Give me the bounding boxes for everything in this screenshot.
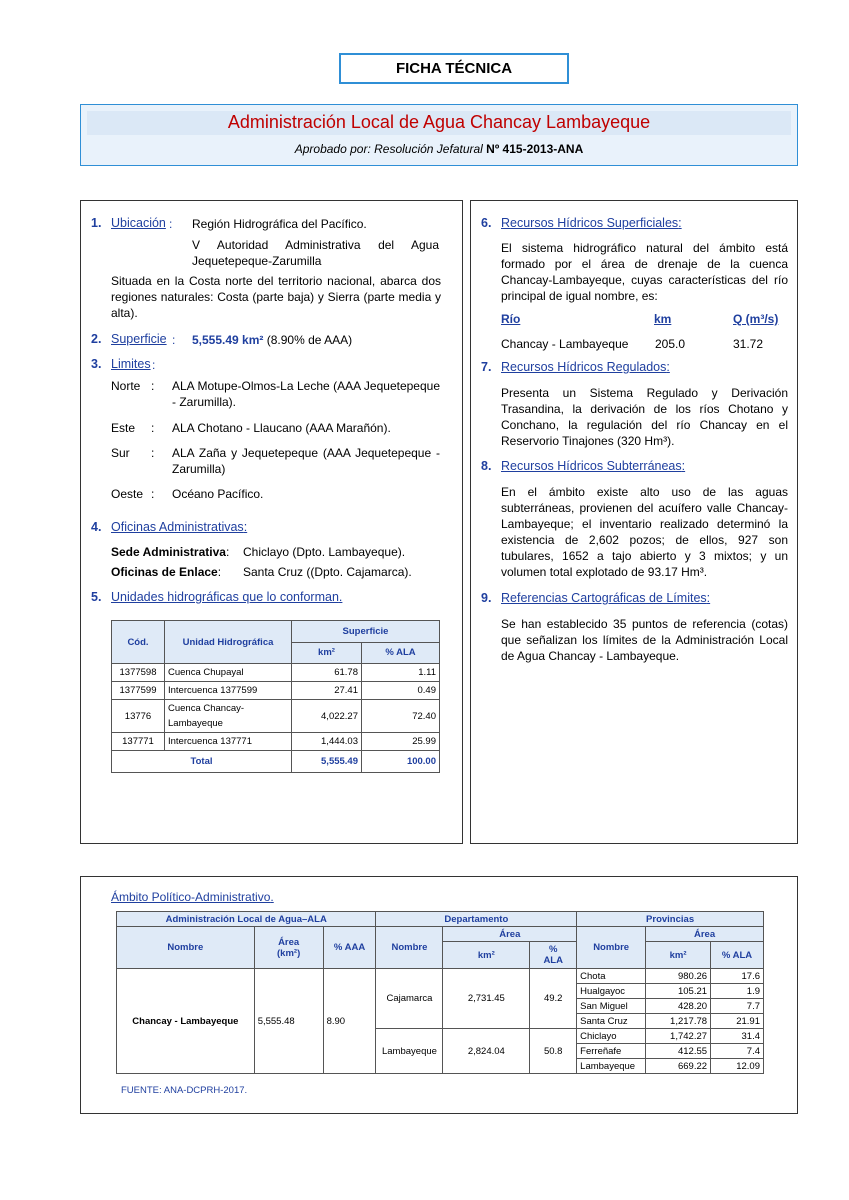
table-row: 1377599 Intercuenca 1377599 27.41 0.49 xyxy=(112,682,440,700)
ficha-title: FICHA TÉCNICA xyxy=(339,53,569,84)
table-row: 137771 Intercuenca 137771 1,444.03 25.99 xyxy=(112,733,440,751)
section-regulados-title: Recursos Hídricos Regulados: xyxy=(501,360,670,374)
rio-name: Chancay - Lambayeque xyxy=(501,337,629,351)
enlace-label: Oficinas de Enlace: xyxy=(111,565,222,579)
unidades-table: Cód. Unidad Hidrográfica Superficie km² % ALA 1377598 Cuenca Chupayal 61.78 1.11 1377599 Intercuenca 1377599 27.41 0.49 13776 Cuenca Chancay-Lambayeque 4,022.27 72.40 137771 Intercuenca 137771 1,444.03 25.99 Total 5,555.49 100.00 xyxy=(111,620,440,773)
ubicacion-region: Región Hidrográfica del Pacífico. xyxy=(192,217,367,231)
ubicacion-desc: Situada en la Costa norte del territorio nacional, abarca dos regiones naturales: Costa (parte baja) y Sierra (parte media y alta). xyxy=(111,274,441,320)
section-subterraneas-title: Recursos Hídricos Subterráneas: xyxy=(501,459,686,473)
section-ubicacion-title: Ubicación xyxy=(111,216,166,230)
sede-value: Chiclayo (Dpto. Lambayeque). xyxy=(243,545,406,559)
limite-dir: Este xyxy=(111,421,136,435)
table-row: 13776 Cuenca Chancay-Lambayeque 4,022.27 72.40 xyxy=(112,700,440,733)
right-panel: 6. Recursos Hídricos Superficiales: El sistema hidrográfico natural del ámbito está formado por el área de drenaje de la cuenca Chancay-Lambayeque, cuyas características del río principal de igual nombre, es: Río km Q (m³/s) Chancay - Lambayeque 205.0 31.72 7. Recursos Hídricos Regulados: Presenta un Sistema Regulado y Derivación Trasandina, la derivación de los ríos Chotano y Conchano, la regulación del río Chancay en el Reservorio Tinajones (320 Hm³). 8. Recursos Hídricos Subterráneas: En el ámbito existe alto uso de las aguas subterráneas, provienen del acuífero valle Chancay-Lambayeque; el inventario realizado determinó la existencia de 2,602 pozos; de ellos, 927 son tubulares, 1652 a tajo abierto y 3 mixtos; y un volumen total explotado de 93.17 Hm³. 9. Referencias Cartográficas de Límites: Se han establecido 35 puntos de referencia (cotas) que señalizan los límites de la Administración Local de Agua Chancay - Lambayeque. xyxy=(470,200,798,844)
table-total-row: Total 5,555.49 100.00 xyxy=(112,751,440,773)
section-limites-title: Limites xyxy=(111,357,151,371)
header-box xyxy=(80,104,798,166)
limite-text: ALA Motupe-Olmos-La Leche (AAA Jequetepeque - Zarumilla). xyxy=(172,379,440,409)
superficie-value: 5,555.49 km² (8.90% de AAA) xyxy=(192,333,353,347)
approval-line: Aprobado por: Resolución Jefatural Nº 415-2013-ANA xyxy=(294,142,584,156)
page-title: Administración Local de Agua Chancay Lambayeque xyxy=(227,112,651,132)
subterraneas-desc: En el ámbito existe alto uso de las aguas subterráneas, provienen del acuífero valle Chancay-Lambayeque; el inventario realizado determinó la existencia de 2,602 pozos; de ellos, 927 son tubulares, 1652 a tajo abierto y 3 mixtos; y un volumen total explotado de 93.17 Hm³. xyxy=(501,485,788,579)
section-superficiales-title: Recursos Hídricos Superficiales: xyxy=(501,216,682,230)
left-panel: 1. Ubicación : Región Hidrográfica del Pacífico. V Autoridad Administrativa del Agua Jequetepeque-Zarumilla Situada en la Costa norte del territorio nacional, abarca dos regiones naturales: Costa (parte baja) y Sierra (parte media y alta). 2. Superficie : 5,555.49 km² (8.90% de AAA) 3. Limites : Norte : ALA Motupe-Olmos-La Leche (AAA Jequetepeque - Zarumilla). Este : ALA Chotano - Llaucano (AAA Marañón). Sur : ALA Zaña y Jequetepeque (AAA Jequetepeque - Zarumilla) Oeste : Océano Pacífico. 4. Oficinas Administrativas: Sede Administrativa: Chiclayo (Dpto. Lambayeque). Oficinas de Enlace: Santa Cruz ((Dpto. Cajamarca). 5. Unidades hidrográficas que lo conforman. Cód. Unidad Hidrográfica Superficie km² % ALA 1377598 Cuenca Chupayal 61.78 1.11 1377599 Intercuenca 1377599 27.41 0.49 13776 Cuenca Chancay-Lambayeque 4,022.27 72.40 137771 Intercuenca 137771 1,444.03 25.99 Total 5,555.49 100.00 xyxy=(80,200,463,844)
table-row: 1377598 Cuenca Chupayal 61.78 1.11 xyxy=(112,664,440,682)
limite-dir: Norte xyxy=(111,379,141,393)
limite-text: ALA Zaña y Jequetepeque (AAA Jequetepeque - Zarumilla) xyxy=(172,446,440,476)
referencias-desc: Se han establecido 35 puntos de referencia (cotas) que señalizan los límites de la Administración Local de Agua Chancay - Lambayeque. xyxy=(501,617,788,663)
limite-text: ALA Chotano - Llaucano (AAA Marañón). xyxy=(172,421,391,435)
table-row: Lambayeque 2,824.04 50.8 Chiclayo 1,742.27 31.4 xyxy=(117,1029,764,1044)
section-oficinas-title: Oficinas Administrativas: xyxy=(111,520,248,534)
table-row: San Miguel 428.20 7.7 xyxy=(117,999,764,1014)
enlace-value: Santa Cruz ((Dpto. Cajamarca). xyxy=(243,565,412,579)
ambito-table: Administración Local de Agua–ALA Departamento Provincias Nombre Área (km²) % AAA Nombre Área Nombre Área km² % ALA km² % ALA Chancay - Lambayeque 5,555.48 8.90 Cajamarca 2,731.45 49.2 Chota 980.26 17.6 Hualgayoc 105.21 1.9 San Miguel 428.20 7.7 Santa Cruz 1,217.78 21.91 Lambayeque 2,824.04 50.8 Chiclayo 1,742.27 31.4 Ferreñafe 412.55 7.4 Lambayeque 669.22 12.09 xyxy=(116,911,764,1074)
table-row: Lambayeque 669.22 12.09 xyxy=(117,1059,764,1074)
ambito-title: Ámbito Político-Administrativo. xyxy=(111,890,274,904)
section-unidades-title: Unidades hidrográficas que lo conforman. xyxy=(111,590,343,604)
limite-dir: Sur xyxy=(111,446,130,460)
ubicacion-autoridad: V Autoridad Administrativa del Agua Jequetepeque-Zarumilla xyxy=(192,238,439,268)
rio-q: 31.72 xyxy=(733,337,764,351)
section-superficie-title: Superficie xyxy=(111,332,167,346)
limite-dir: Oeste xyxy=(111,487,144,501)
table-row: Santa Cruz 1,217.78 21.91 xyxy=(117,1014,764,1029)
table-row: Ferreñafe 412.55 7.4 xyxy=(117,1044,764,1059)
table-row: Chancay - Lambayeque 5,555.48 8.90 Cajamarca 2,731.45 49.2 Chota 980.26 17.6 xyxy=(117,969,764,984)
bottom-panel xyxy=(80,876,798,1114)
table-row: Hualgayoc 105.21 1.9 xyxy=(117,984,764,999)
section-referencias-title: Referencias Cartográficas de Límites: xyxy=(501,591,711,605)
fuente-note: FUENTE: ANA-DCPRH-2017. xyxy=(121,1085,248,1096)
sede-label: Sede Administrativa: xyxy=(111,545,230,559)
limite-text: Océano Pacífico. xyxy=(172,487,264,501)
superficiales-desc: El sistema hidrográfico natural del ámbito está formado por el área de drenaje de la cuenca Chancay-Lambayeque, cuyas características del río principal de igual nombre, es: xyxy=(501,241,788,303)
rio-km: 205.0 xyxy=(655,337,686,351)
regulados-desc: Presenta un Sistema Regulado y Derivación Trasandina, la derivación de los ríos Chotano y Conchano, la regulación del río Chancay en el Reservorio Tinajones (320 Hm³). xyxy=(501,386,788,448)
